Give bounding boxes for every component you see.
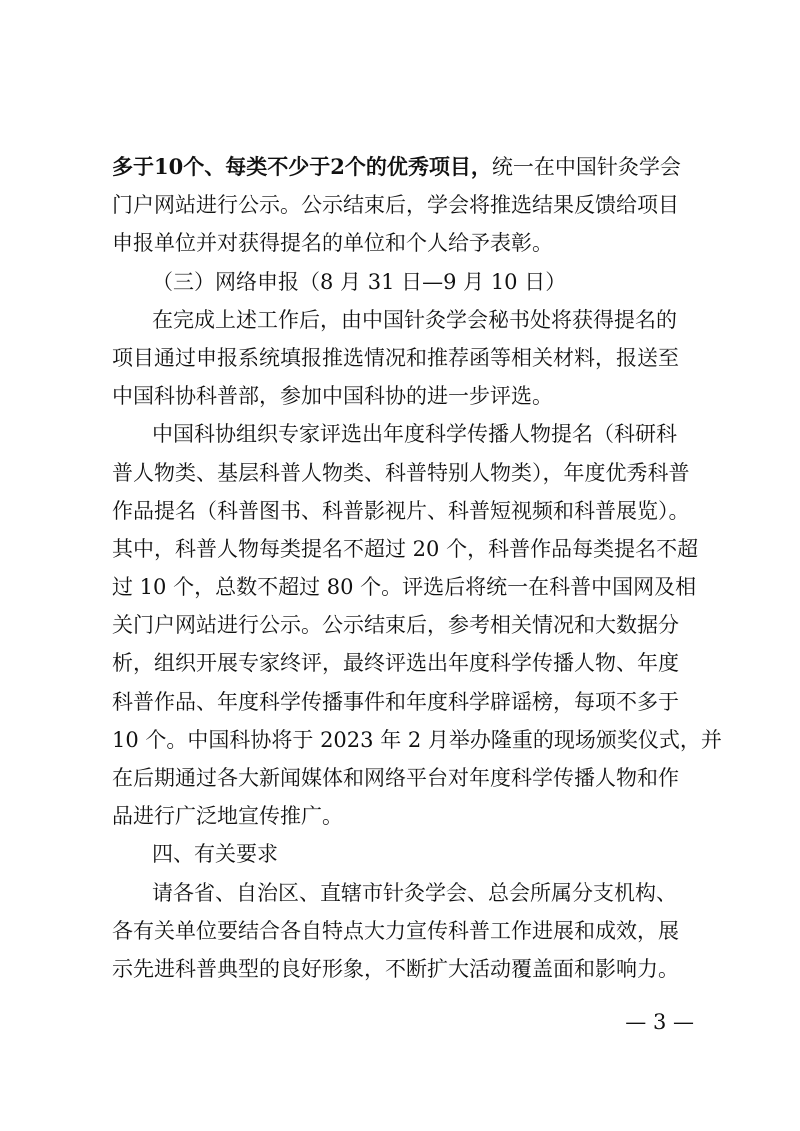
text-line: 10 个。中国科协将于 2023 年 2 月举办隆重的现场颁奖仪式，并 bbox=[112, 727, 722, 752]
text-line: 项目通过申报系统填报推选情况和推荐函等相关材料，报送至 bbox=[112, 345, 679, 370]
text-line: 各有关单位要结合各自特点大力宣传科普工作进展和成效，展 bbox=[112, 918, 679, 943]
paragraph-evaluation bbox=[112, 415, 722, 835]
text-line: 过 10 个，总数不超过 80 个。评选后将统一在科普中国网及相 bbox=[112, 575, 697, 600]
text-line: 门户网站进行公示。公示结束后，学会将推选结果反馈给项目 bbox=[112, 193, 679, 218]
text-line: 中国科协组织专家评选出年度科学传播人物提名（科研科 bbox=[152, 422, 677, 447]
text-line: 请各省、自治区、直辖市针灸学会、总会所属分支机构、 bbox=[152, 880, 677, 905]
paragraph-requirements bbox=[112, 874, 698, 989]
bold-phrase: 多于10个、每类不少于2个的优秀项目， bbox=[112, 154, 492, 179]
text-line: 品进行广泛地宣传推广。 bbox=[112, 804, 343, 829]
text-line: 中国科协科普部，参加中国科协的进一步评选。 bbox=[112, 384, 553, 409]
text-line: 在后期通过各大新闻媒体和网络平台对年度科学传播人物和作 bbox=[112, 766, 679, 790]
text-line: 申报单位并对获得提名的单位和个人给予表彰。 bbox=[112, 231, 553, 256]
text-span: 统一在中国针灸学会 bbox=[491, 155, 681, 179]
text-line: 其中，科普人物每类提名不超过 20 个，科普作品每类提名不超 bbox=[112, 536, 699, 561]
text-line: 在完成上述工作后，由中国针灸学会秘书处将获得提名的 bbox=[152, 307, 677, 332]
text-line: 普人物类、基层科普人物类、科普特别人物类），年度优秀科普 bbox=[112, 460, 690, 485]
text-line: 科普作品、年度科学传播事件和年度科学辟谣榜，每项不多于 bbox=[112, 689, 679, 714]
text-line bbox=[112, 148, 698, 186]
section-heading-3: （三）网络申报（8 月 31 日—9 月 10 日） bbox=[152, 269, 567, 294]
page-number: — 3 — bbox=[625, 1010, 694, 1034]
text-line: 作品提名（科普图书、科普影视片、科普短视频和科普展览）。 bbox=[112, 498, 690, 523]
paragraph-online-submission bbox=[112, 301, 698, 416]
section-heading-4: 四、有关要求 bbox=[152, 842, 278, 867]
text-line: 关门户网站进行公示。公示结束后，参考相关情况和大数据分 bbox=[112, 613, 679, 638]
text-line: 析，组织开展专家终评，最终评选出年度科学传播人物、年度 bbox=[112, 651, 679, 676]
paragraph-intro bbox=[112, 148, 698, 263]
body-text bbox=[112, 148, 722, 988]
text-line: 示先进科普典型的良好形象，不断扩大活动覆盖面和影响力。 bbox=[112, 956, 679, 981]
